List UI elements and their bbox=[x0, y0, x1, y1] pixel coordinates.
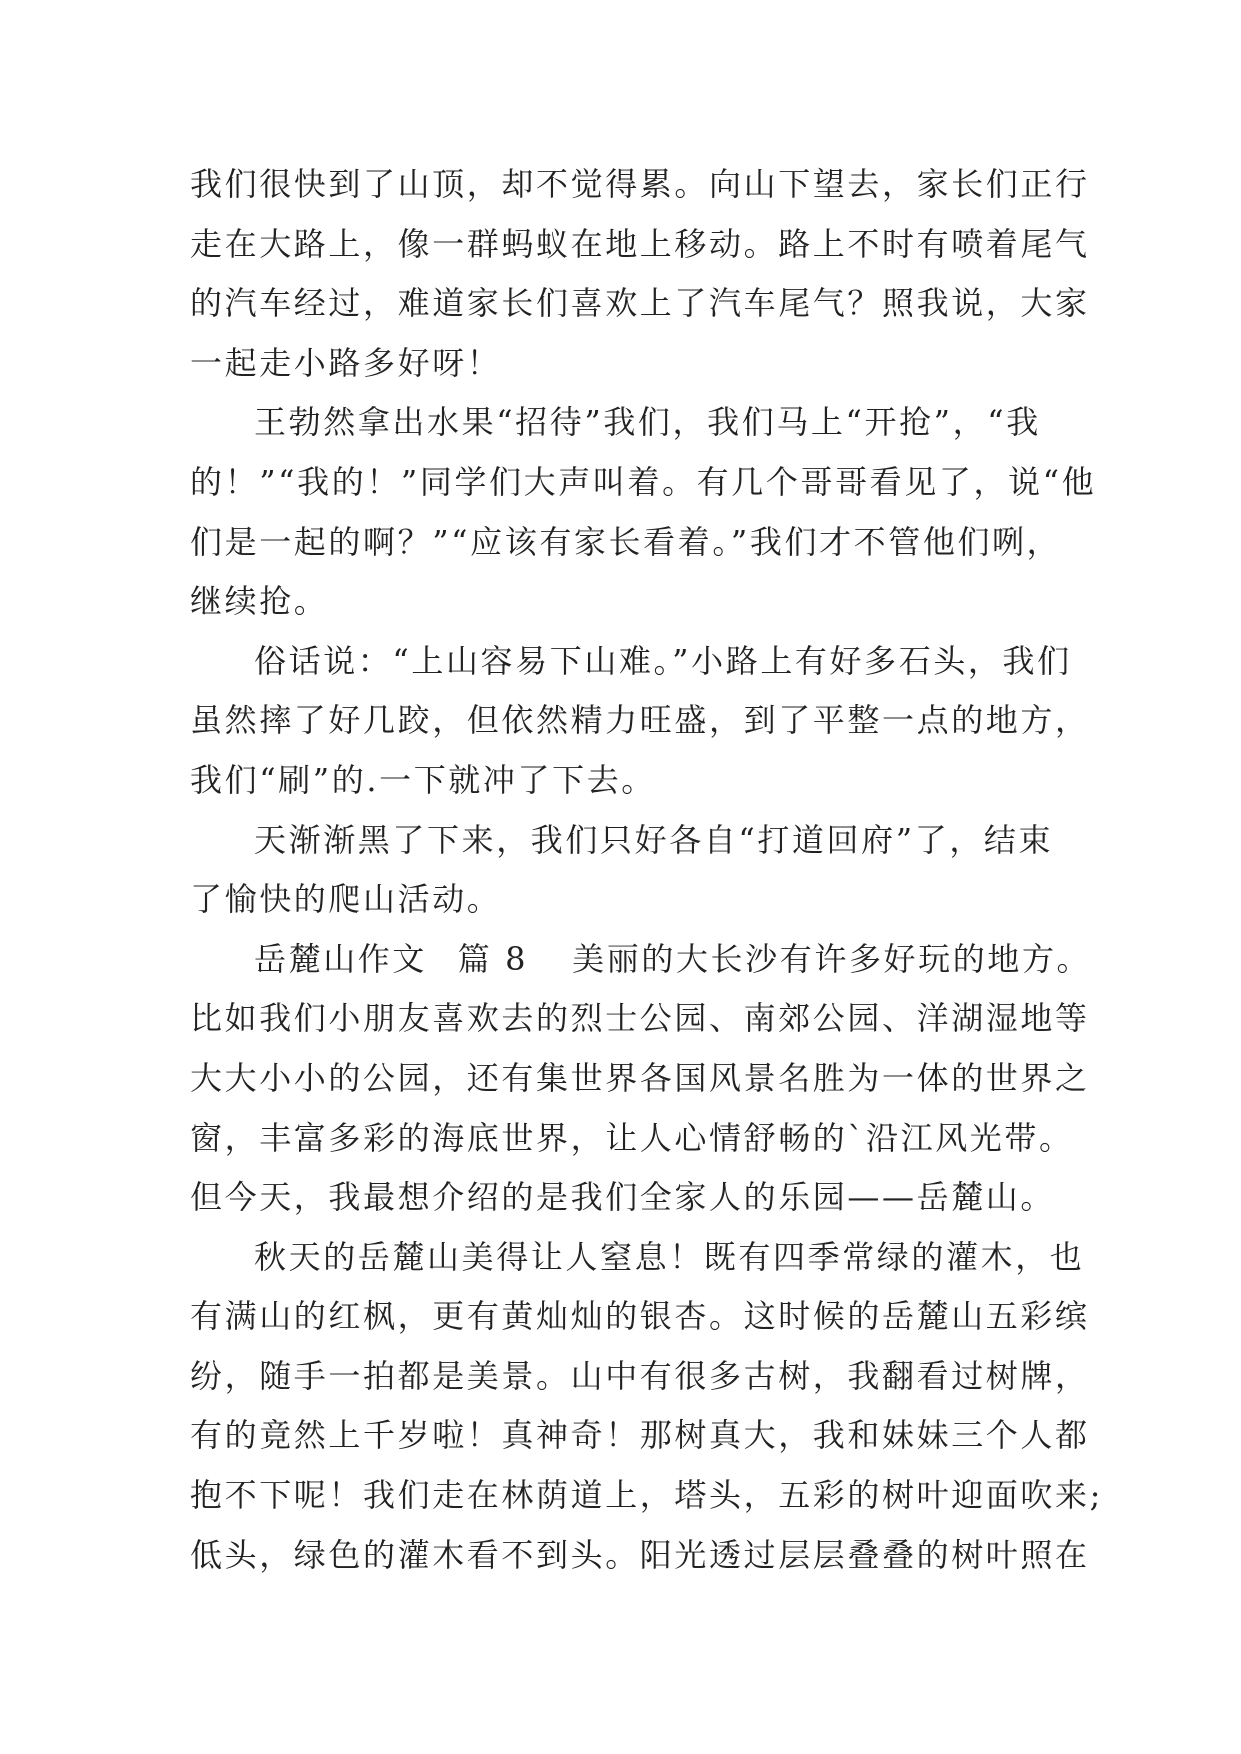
paragraph-line: 们是一起的啊？”“应该有家长看着。”我们才不管他们咧， bbox=[190, 522, 1062, 561]
paragraph-line: 大大小小的公园，还有集世界各国风景名胜为一体的世界之 bbox=[190, 1058, 1090, 1097]
paragraph-line: 有的竟然上千岁啦！真神奇！那树真大，我和妹妹三个人都 bbox=[190, 1416, 1090, 1455]
section-lead-text: 美丽的大长沙有许多好玩的地方。 bbox=[572, 939, 1092, 978]
paragraph-line: 继续抢。 bbox=[190, 582, 329, 621]
paragraph-line: 我们“刷”的.一下就冲了下去。 bbox=[190, 760, 656, 799]
paragraph-line: 走在大路上，像一群蚂蚁在地上移动。路上不时有喷着尾气 bbox=[190, 224, 1090, 263]
paragraph-line: 比如我们小朋友喜欢去的烈士公园、南郊公园、洋湖湿地等 bbox=[190, 999, 1090, 1038]
paragraph-line: 有满山的红枫，更有黄灿灿的银杏。这时候的岳麓山五彩缤 bbox=[190, 1297, 1090, 1336]
section-heading-line bbox=[190, 930, 1092, 990]
paragraph-line: 抱不下呢！我们走在林荫道上，塔头，五彩的树叶迎面吹来; bbox=[190, 1476, 1103, 1515]
paragraph-line: 的！”“我的！”同学们大声叫着。有几个哥哥看见了，说“他 bbox=[190, 462, 1097, 501]
paragraph-line: 了愉快的爬山活动。 bbox=[190, 880, 502, 919]
section-title: 岳麓山作文 bbox=[254, 939, 428, 978]
paragraph-line: 低头，绿色的灌木看不到头。阳光透过层层叠叠的树叶照在 bbox=[190, 1535, 1090, 1574]
paragraph-line: 秋天的岳麓山美得让人窒息！既有四季常绿的灌木，也 bbox=[254, 1237, 1085, 1276]
paragraph-line: 的汽车经过，难道家长们喜欢上了汽车尾气？照我说，大家 bbox=[190, 284, 1090, 323]
paragraph-line: 一起走小路多好呀！ bbox=[190, 343, 502, 382]
paragraph-line: 纷，随手一拍都是美景。山中有很多古树，我翻看过树牌， bbox=[190, 1356, 1090, 1395]
paragraph-line: 我们很快到了山顶，却不觉得累。向山下望去，家长们正行 bbox=[190, 165, 1090, 203]
paragraph-line: 俗话说：“上山容易下山难。”小路上有好多石头，我们 bbox=[254, 641, 1072, 680]
paragraph-line: 天渐渐黑了下来，我们只好各自“打道回府”了，结束 bbox=[254, 820, 1054, 859]
paragraph-line: 窗，丰富多彩的海底世界，让人心情舒畅的`沿江风光带。 bbox=[190, 1118, 1074, 1157]
paragraph-line: 但今天，我最想介绍的是我们全家人的乐园——岳麓山。 bbox=[190, 1178, 1056, 1217]
document-body bbox=[190, 155, 1103, 1585]
paragraph-line: 虽然摔了好几跤，但依然精力旺盛，到了平整一点的地方， bbox=[190, 701, 1090, 740]
paragraph-line: 王勃然拿出水果“招待”我们，我们马上“开抢”，“我 bbox=[254, 403, 1041, 442]
section-number: 篇 8 bbox=[457, 939, 529, 978]
